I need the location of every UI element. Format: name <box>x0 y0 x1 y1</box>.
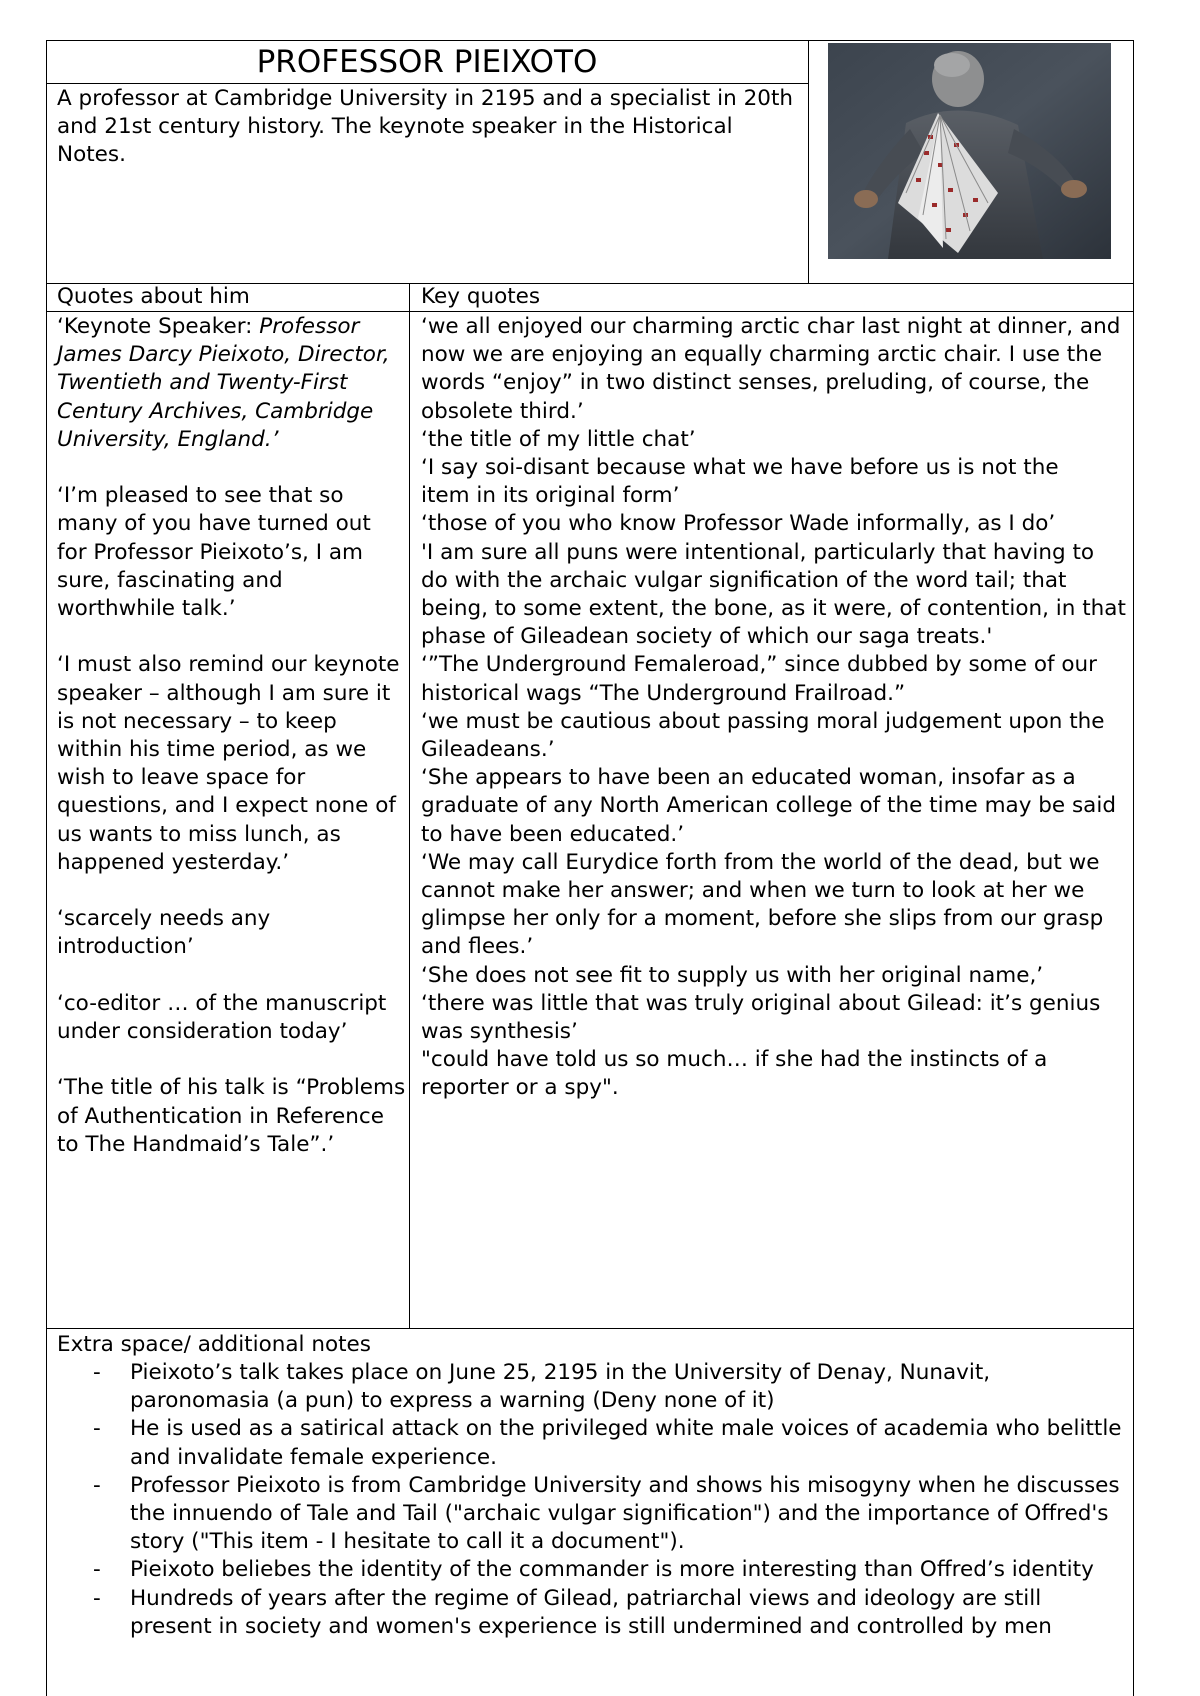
key-quote: ‘we all enjoyed our charming arctic char last night at dinner, and now we are enjoying an equally charming arctic chair. I use the words “enjoy” in two distinct senses, preluding, of course, the obsolete third.’ <box>421 314 1121 424</box>
notes-heading: Extra space/ additional notes <box>57 1332 371 1357</box>
quote-about-him: ‘The title of his talk is “Problems of Authentication in Reference to The Handmaid’s Tale”.’ <box>57 1075 406 1157</box>
bullet-dash: - <box>93 1360 101 1385</box>
note-item: - He is used as a satirical attack on the privileged white male voices of academia who belittle and invalidate female experience. <box>93 1416 1122 1470</box>
key-quote: ‘there was little that was truly original about Gilead: it’s genius was synthesis’ <box>421 990 1101 1045</box>
title-divider <box>47 83 808 84</box>
key-quote: item in its original form’ <box>421 483 680 509</box>
note-item: - Pieixoto’s talk takes place on June 25, 2195 in the University of Denay, Nunavit, paronomasia (a pun) to express a warning (Deny none of it) <box>93 1360 991 1414</box>
key-quote: ‘we must be cautious about passing moral judgement upon the Gileadeans.’ <box>421 708 1105 763</box>
quote-about-him: ‘scarcely needs any introduction’ <box>57 906 271 960</box>
key-quote: ‘We may call Eurydice forth from the world of the dead, but we cannot make her answer; and when we turn to look at her we glimpse her only for a moment, before she slips from our grasp and flees.’ <box>421 849 1104 960</box>
notes-list <box>57 1359 1127 1641</box>
bullet-dash: - <box>93 1557 101 1583</box>
note-item: - Pieixoto beliebes the identity of the commander is more interesting than Offred’s identity <box>57 1556 1127 1584</box>
character-description: A professor at Cambridge University in 2195 and a specialist in 20th and 21st century history. The keynote speaker in the Historical Notes. <box>57 86 793 167</box>
column-header-line <box>47 311 1133 312</box>
key-quote: ‘”The Underground Femaleroad,” since dubbed by some of our historical wags “The Underground Frailroad.” <box>421 652 1097 706</box>
key-quote: ‘I say soi-disant because what we have before us is not the <box>421 455 1059 481</box>
bullet-dash: - <box>93 1585 101 1611</box>
bullet-dash: - <box>93 1472 101 1498</box>
key-quote: ‘the title of my little chat’ <box>421 426 696 452</box>
page-title: PROFESSOR PIEIXOTO <box>256 44 598 80</box>
column-divider <box>409 283 410 1328</box>
quote-about-him: ‘co-editor … of the manuscript under consideration today’ <box>57 990 387 1045</box>
key-quote: 'I am sure all puns were intentional, particularly that having to do with the archaic vulgar signification of the word tail; that being, to some extent, the bone, as it were, of contention, in that phase of Gileadean society of which our saga treats.' <box>421 539 1126 650</box>
bullet-dash: - <box>93 1416 101 1442</box>
right-column-header: Key quotes <box>421 284 541 309</box>
key-quote: ‘She appears to have been an educated woman, insofar as a graduate of any North American college of the time may be said to have been educated.’ <box>421 765 1116 847</box>
note-item: - Professor Pieixoto is from Cambridge University and shows his misogyny when he discusses the innuendo of Tale and Tail ("archaic vulgar signification") and the importance of Offred's story ("This item - I hesitate to call it a document"). <box>93 1472 1120 1555</box>
key-quote: ‘She does not see fit to supply us with her original name,’ <box>421 962 1044 988</box>
notes-divider <box>47 1328 1133 1329</box>
key-quote: "could have told us so much… if she had the instincts of a reporter or a spy". <box>421 1047 1048 1101</box>
quote-about-him: ‘I must also remind our keynote speaker – although I am sure it is not necessary – to keep within his time period, as we wish to leave space for questions, and I expect none of us wants to miss lunch, as happened yesterday.’ <box>57 652 400 875</box>
key-quotes-list <box>421 313 1126 1103</box>
character-sheet <box>46 40 1134 1696</box>
key-quote: ‘those of you who know Professor Wade informally, as I do’ <box>421 511 1056 537</box>
left-column-header: Quotes about him <box>57 284 250 309</box>
header-divider <box>808 41 809 283</box>
quotes-about-him-list <box>57 313 407 1187</box>
note-item: - Hundreds of years after the regime of Gilead, patriarchal views and ideology are still present in society and women's experience is still undermined and controlled by men <box>93 1585 1052 1639</box>
portrait-image <box>828 43 1111 259</box>
quote-about-him: ‘Keynote Speaker: Professor James Darcy Pieixoto, Director, Twentieth and Twenty-First Century Archives, Cambridge University, England.’ <box>57 314 390 452</box>
quote-about-him: ‘I’m pleased to see that so many of you have turned out for Professor Pieixoto’s, I am sure, fascinating and worthwhile talk.’ <box>57 483 371 622</box>
